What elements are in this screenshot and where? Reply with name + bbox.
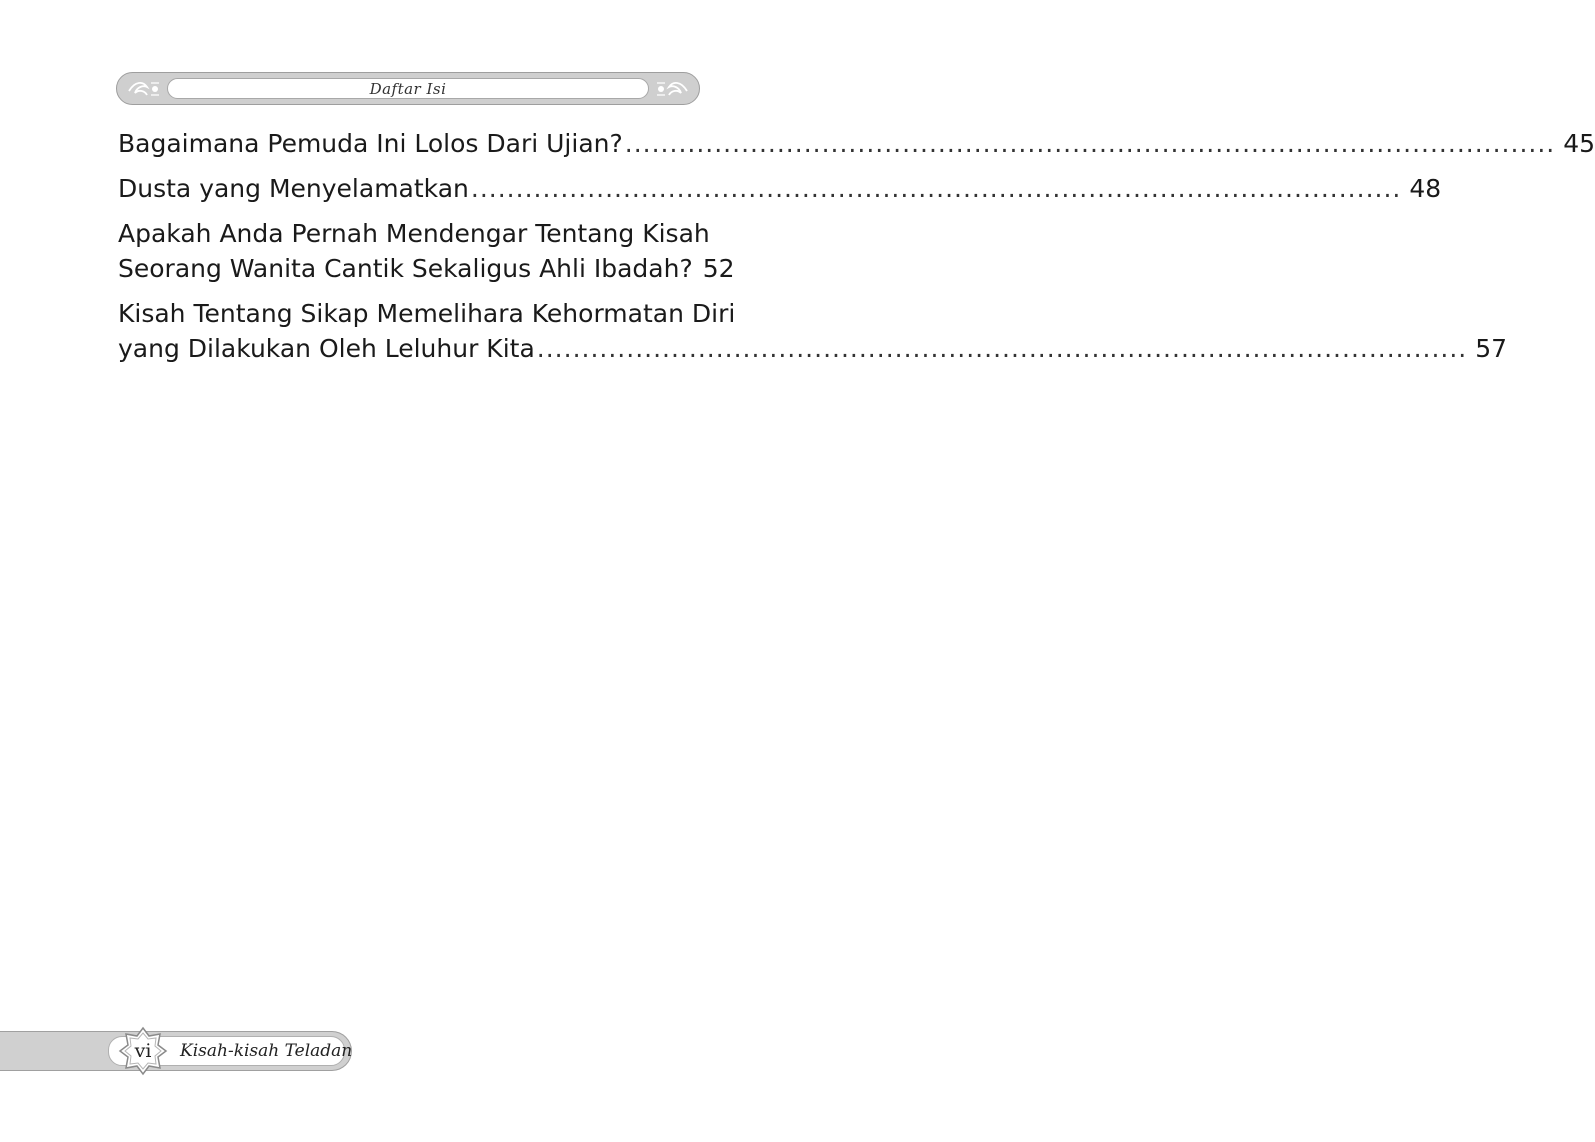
toc-entry-title-line: Kisah Tentang Sikap Memelihara Kehormatan Diri (118, 299, 736, 328)
header-title-box (167, 78, 649, 99)
toc-page-number: 52 (702, 254, 735, 283)
header-banner (116, 72, 700, 105)
toc-page-number: 48 (1409, 174, 1442, 203)
toc-entry[interactable] (118, 296, 1508, 366)
dot-leader: ........................................................................................................ (536, 334, 1468, 363)
book-title: Kisah-kisah Teladan (180, 1041, 353, 1061)
dot-leader: ........................................................................................................ (470, 174, 1402, 203)
toc-entry-title-line: Apakah Anda Pernah Mendengar Tentang Kisah (118, 219, 710, 248)
dot-leader: ........................................................................................................ (624, 129, 1556, 158)
toc-entry[interactable] (118, 126, 1595, 161)
toc-page-number: 57 (1475, 334, 1508, 363)
toc-page-number: 45 (1563, 129, 1595, 158)
toc-entry[interactable] (118, 216, 735, 286)
header-title: Daftar Isi (369, 79, 447, 98)
page-number: vi (134, 1040, 152, 1062)
toc-entry-title: yang Dilakukan Oleh Leluhur Kita (118, 334, 535, 363)
toc-entry[interactable] (118, 171, 1442, 206)
floral-ornament-icon (125, 77, 165, 101)
table-of-contents (118, 126, 1595, 376)
toc-entry-title: Dusta yang Menyelamatkan (118, 174, 469, 203)
toc-entry-title: Bagaimana Pemuda Ini Lolos Dari Ujian? (118, 129, 623, 158)
floral-ornament-icon (651, 77, 691, 101)
toc-entry-title: Seorang Wanita Cantik Sekaligus Ahli Ibadah? (118, 254, 693, 283)
